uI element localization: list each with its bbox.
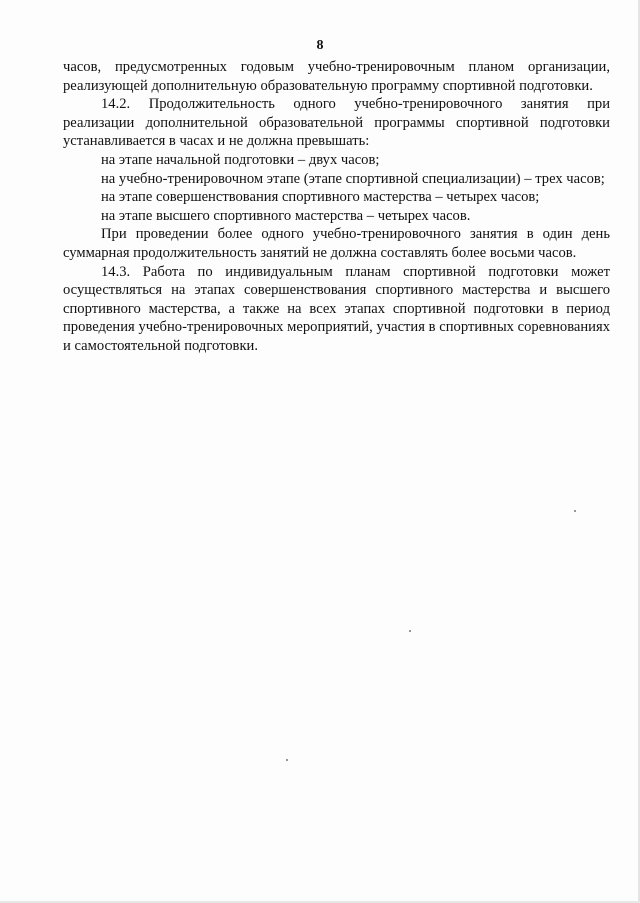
paragraph-daily-limit: При проведении более одного учебно-тренировочного занятия в один день суммарная продолжительность занятий не должна составлять более восьми часов. — [63, 226, 610, 261]
paragraph-14-3: 14.3. Работа по индивидуальным планам спортивной подготовки может осуществляться на этапах совершенствования спортивного мастерства и высшего спортивного мастерства, а также на всех этапах спортивной подготовки в период проведения учебно-тренировочных мероприятий, участия в спортивных соревнованиях и самостоятельной подготовки. — [63, 263, 610, 354]
scan-speck — [409, 630, 411, 632]
scan-speck — [286, 759, 288, 761]
list-item-improvement-stage: на этапе совершенствования спортивного мастерства – четырех часов; — [101, 189, 540, 206]
document-body — [63, 58, 610, 356]
list-item-initial-stage: на этапе начальной подготовки – двух часов; — [101, 151, 380, 168]
scan-speck — [574, 510, 576, 512]
list-item-training-stage: на учебно-тренировочном этапе (этапе спортивной специализации) – трех часов; — [101, 170, 605, 187]
list-item-highest-stage: на этапе высшего спортивного мастерства – четырех часов. — [101, 207, 471, 224]
page-number: 8 — [316, 38, 324, 53]
paragraph-14-2: 14.2. Продолжительность одного учебно-тренировочного занятия при реализации дополнительной образовательной программы спортивной подготовки устанавливается в часах и не должна превышать: — [63, 96, 610, 150]
paragraph-continuation: часов, предусмотренных годовым учебно-тренировочным планом организации, реализующей дополнительную образовательную программу спортивной подготовки. — [63, 59, 610, 94]
